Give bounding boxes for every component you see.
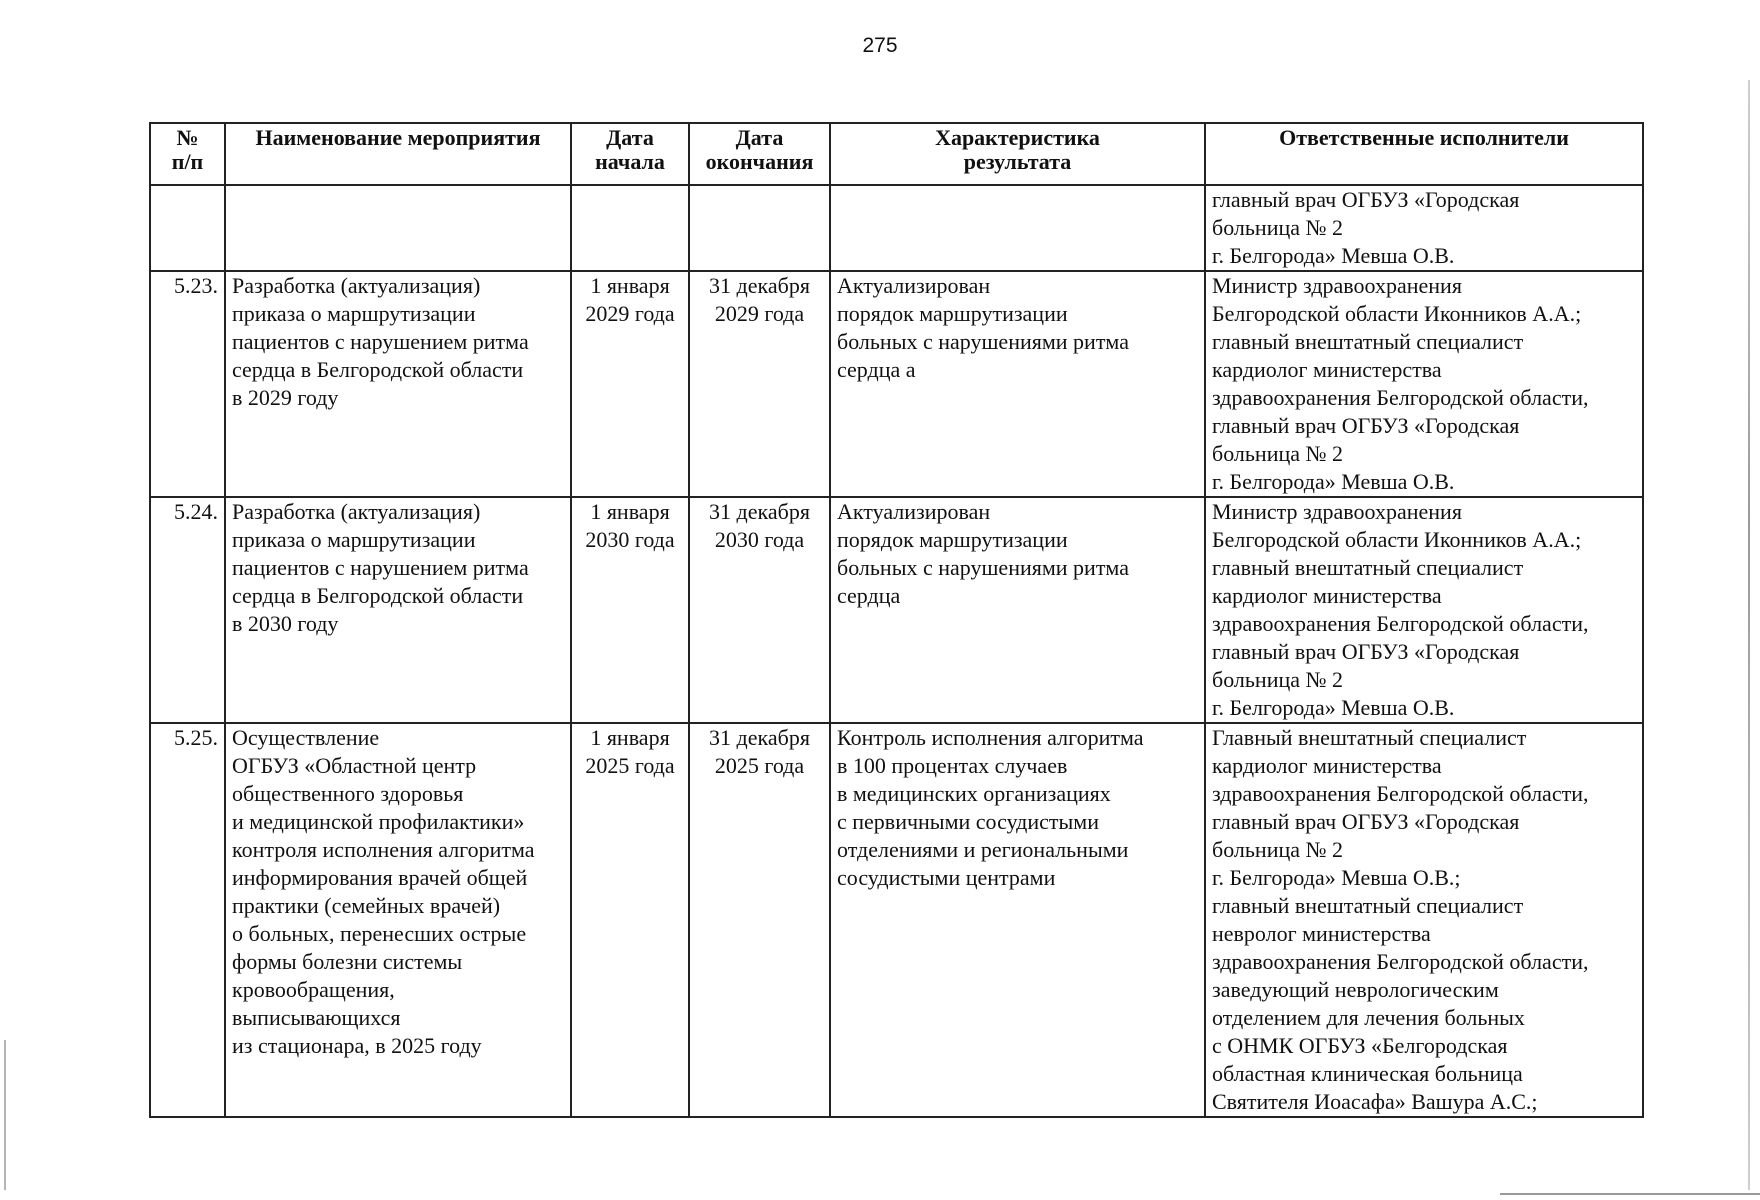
cell-text-line: главный врач ОГБУЗ «Городская (1212, 187, 1520, 212)
cell-text-line: отделениями и региональными (837, 837, 1129, 862)
cell-text-line: главный внештатный специалист (1212, 555, 1524, 580)
cell-text-line: о больных, перенесших острые (232, 921, 527, 946)
cell-text-line: больных с нарушениями ритма (837, 329, 1129, 354)
cell-text-line: Разработка (актуализация) (232, 273, 481, 298)
cell-text-line: г. Белгорода» Мевша О.В. (1212, 469, 1455, 494)
cell-text-line: Дата (606, 125, 654, 150)
responsible-persons (1205, 271, 1643, 497)
cell-text-line: Актуализирован (837, 273, 991, 298)
cell-text-line: с ОНМК ОГБУЗ «Белгородская (1212, 1033, 1508, 1058)
cell-text-line: главный внештатный специалист (1212, 893, 1524, 918)
cell-text-line: кардиолог министерства (1212, 753, 1442, 778)
cell-text-line: заведующий неврологическим (1212, 977, 1499, 1002)
cell-text-line: результата (963, 149, 1072, 174)
page-number: 275 (862, 34, 898, 57)
measure-name (225, 271, 571, 497)
cell-text-line: сердца в Белгородской области (232, 583, 524, 608)
cell-text-line: 2025 года (585, 753, 675, 778)
scan-edge-mark (1748, 80, 1750, 1190)
header-measure-name (225, 123, 571, 185)
cell-text-line: общественного здоровья (232, 781, 464, 806)
result-description (830, 497, 1205, 723)
row-number: 5.23. (150, 271, 225, 497)
row-number (150, 185, 225, 271)
cell-text-line: больница № 2 (1212, 441, 1343, 466)
row-number: 5.24. (150, 497, 225, 723)
cell-text-line: областная клиническая больница (1212, 1061, 1523, 1086)
header-end-date (689, 123, 830, 185)
cell-text-line: Министр здравоохранения (1212, 273, 1462, 298)
cell-text-line: в медицинских организациях (837, 781, 1111, 806)
cell-text-line: 2029 года (714, 301, 805, 326)
cell-text-line: невролог министерства (1212, 921, 1431, 946)
cell-text-line: порядок маршрутизации (837, 527, 1068, 552)
measure-name (225, 723, 571, 1117)
cell-text-line: № (176, 125, 199, 150)
cell-text-line: здравоохранения Белгородской области, (1212, 611, 1589, 636)
result-description (830, 271, 1205, 497)
cell-text-line: выписывающихся (232, 1005, 401, 1030)
cell-text-line: главный врач ОГБУЗ «Городская (1212, 639, 1520, 664)
cell-text-line: формы болезни системы (232, 949, 463, 974)
table-row (150, 723, 1643, 1117)
cell-text-line: здравоохранения Белгородской области, (1212, 781, 1589, 806)
cell-text-line: 31 декабря (709, 273, 810, 298)
measures-table (149, 122, 1644, 1118)
cell-text-line: в 2029 году (232, 385, 339, 410)
cell-text-line: 1 января (590, 725, 670, 750)
cell-text-line: кардиолог министерства (1212, 357, 1442, 382)
cell-text-line: в 2030 году (232, 611, 339, 636)
cell-text-line: окончания (705, 149, 814, 174)
cell-text-line: контроля исполнения алгоритма (232, 837, 535, 862)
cell-text-line: Главный внештатный специалист (1212, 725, 1527, 750)
start-date (571, 271, 689, 497)
cell-text-line: Ответственные исполнители (1279, 125, 1569, 150)
cell-text-line: 2030 года (714, 527, 805, 552)
cell-text-line: пациентов с нарушением ритма (232, 555, 529, 580)
cell-text-line: 2025 года (714, 753, 805, 778)
cell-text-line: г. Белгорода» Мевша О.В.; (1212, 865, 1461, 890)
cell-text-line: отделением для лечения больных (1212, 1005, 1525, 1030)
end-date (689, 185, 830, 271)
cell-text-line: сердца (837, 583, 901, 608)
cell-text-line: кровообращения, (232, 977, 395, 1002)
cell-text-line: приказа о маршрутизации (232, 527, 476, 552)
cell-text-line: порядок маршрутизации (837, 301, 1068, 326)
cell-text-line: практики (семейных врачей) (232, 893, 501, 918)
cell-text-line: здравоохранения Белгородской области, (1212, 385, 1589, 410)
cell-text-line: в 100 процентах случаев (837, 753, 1068, 778)
cell-text-line: главный врач ОГБУЗ «Городская (1212, 809, 1520, 834)
cell-text-line: Актуализирован (837, 499, 991, 524)
table-header-row (150, 123, 1643, 185)
cell-text-line: Святителя Иоасафа» Вашура А.С.; (1212, 1089, 1538, 1114)
cell-text-line: г. Белгорода» Мевша О.В. (1212, 243, 1455, 268)
scan-edge-mark (4, 1040, 6, 1190)
responsible-persons (1205, 723, 1643, 1117)
cell-text-line: кардиолог министерства (1212, 583, 1442, 608)
cell-text-line: сердца а (837, 357, 916, 382)
scan-edge-mark (1500, 1193, 1760, 1195)
cell-text-line: главный внештатный специалист (1212, 329, 1524, 354)
cell-text-line: больница № 2 (1212, 837, 1343, 862)
header-number (150, 123, 225, 185)
result-description (830, 723, 1205, 1117)
cell-text-line: начала (595, 149, 665, 174)
cell-text-line: Белгородской области Иконников А.А.; (1212, 301, 1582, 326)
cell-text-line: больных с нарушениями ритма (837, 555, 1129, 580)
start-date (571, 723, 689, 1117)
table-row (150, 497, 1643, 723)
cell-text-line: Характеристика (935, 125, 1100, 150)
header-responsible (1205, 123, 1643, 185)
end-date (689, 497, 830, 723)
table-row (150, 185, 1643, 271)
cell-text-line: 31 декабря (709, 725, 810, 750)
end-date (689, 271, 830, 497)
row-number: 5.25. (150, 723, 225, 1117)
cell-text-line: Наименование мероприятия (255, 125, 541, 150)
cell-text-line: Разработка (актуализация) (232, 499, 481, 524)
header-result (830, 123, 1205, 185)
start-date (571, 497, 689, 723)
cell-text-line: Дата (735, 125, 784, 150)
table-row (150, 271, 1643, 497)
cell-text-line: больница № 2 (1212, 215, 1343, 240)
cell-text-line: сердца в Белгородской области (232, 357, 524, 382)
cell-text-line: г. Белгорода» Мевша О.В. (1212, 695, 1455, 720)
cell-text-line: сосудистыми центрами (837, 865, 1056, 890)
cell-text-line: из стационара, в 2025 году (232, 1033, 482, 1058)
cell-text-line: главный врач ОГБУЗ «Городская (1212, 413, 1520, 438)
cell-text-line: здравоохранения Белгородской области, (1212, 949, 1589, 974)
measure-name (225, 185, 571, 271)
cell-text-line: Осуществление (232, 725, 380, 750)
cell-text-line: 2030 года (585, 527, 675, 552)
cell-text-line: 2029 года (585, 301, 675, 326)
cell-text-line: информирования врачей общей (232, 865, 528, 890)
cell-text-line: с первичными сосудистыми (837, 809, 1100, 834)
cell-text-line: и медицинской профилактики» (232, 809, 525, 834)
cell-text-line: приказа о маршрутизации (232, 301, 476, 326)
result-description (830, 185, 1205, 271)
cell-text-line: Белгородской области Иконников А.А.; (1212, 527, 1582, 552)
cell-text-line: Министр здравоохранения (1212, 499, 1462, 524)
cell-text-line: больница № 2 (1212, 667, 1343, 692)
cell-text-line: п/п (171, 149, 204, 174)
start-date (571, 185, 689, 271)
cell-text-line: 1 января (590, 273, 670, 298)
cell-text-line: ОГБУЗ «Областной центр (232, 753, 477, 778)
cell-text-line: 31 декабря (709, 499, 810, 524)
cell-text-line: пациентов с нарушением ритма (232, 329, 529, 354)
cell-text-line: Контроль исполнения алгоритма (837, 725, 1144, 750)
cell-text-line: 1 января (590, 499, 670, 524)
header-start-date (571, 123, 689, 185)
responsible-persons (1205, 497, 1643, 723)
measure-name (225, 497, 571, 723)
end-date (689, 723, 830, 1117)
responsible-persons (1205, 185, 1643, 271)
